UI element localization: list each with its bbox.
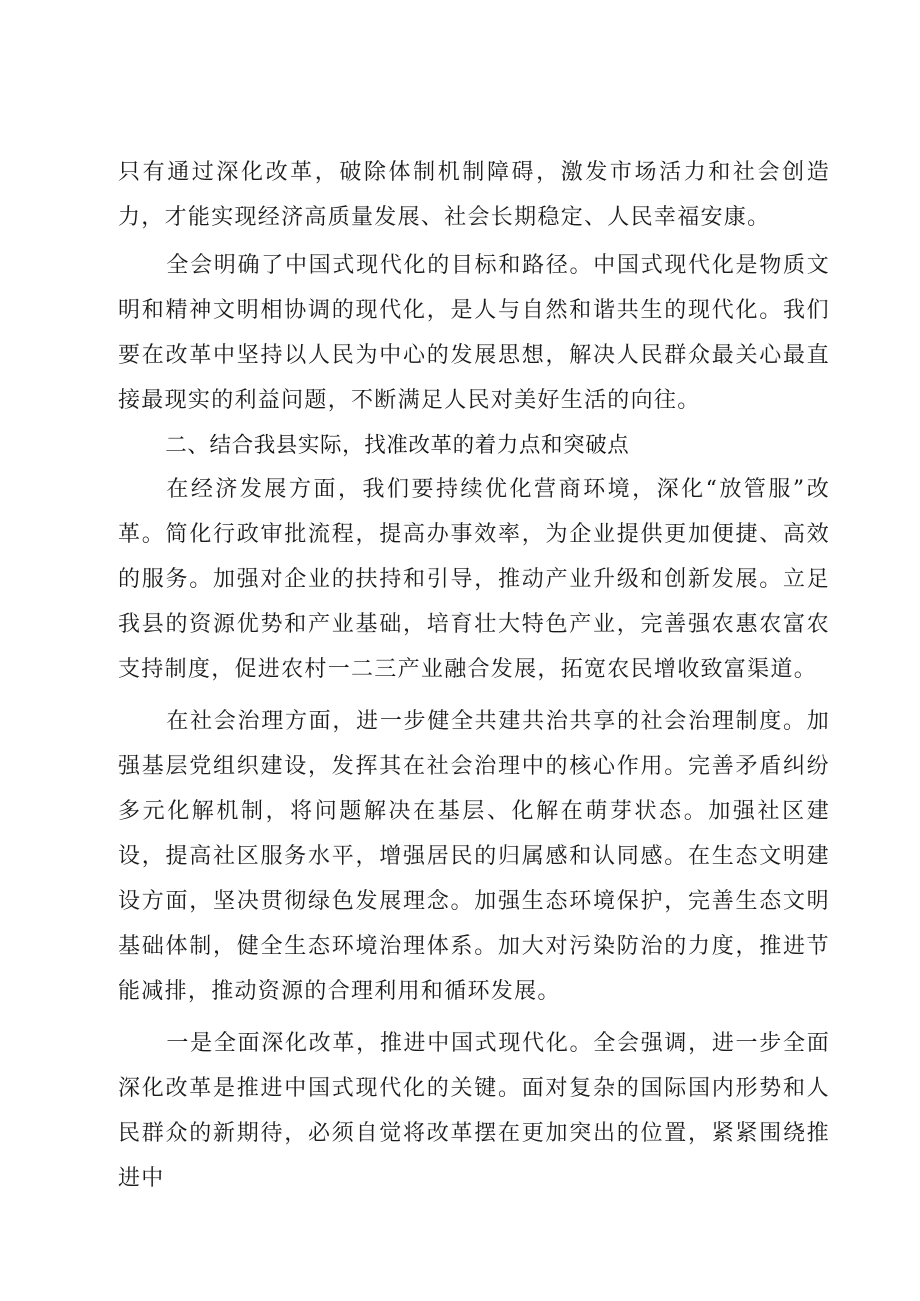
paragraph-modernization-goals: 全会明确了中国式现代化的目标和路径。中国式现代化是物质文明和精神文明相协调的现代化，是人与自然和谐共生的现代化。我们要在改革中坚持以人民为中心的发展思想，解决人民群众最关心最直接最现实的利益问题，不断满足人民对美好生活的向往。 [118,253,830,413]
paragraph-social-governance: 在社会治理方面，进一步健全共建共治共享的社会治理制度。加强基层党组织建设，发挥其在社会治理中的核心作用。完善矛盾纠纷多元化解机制，将问题解决在基层、化解在萌芽状态。加强社区建设，提高社区服务水平，增强居民的归属感和认同感。在生态文明建设方面，坚决贯彻绿色发展理念。加强生态环境保护，完善生态文明基础体制，健全生态环境治理体系。加大对污染防治的力度，推进节能减排，推动资源的合理利用和循环发展。 [118,709,830,1004]
section-heading-two: 二、结合我县实际，找准改革的着力点和突破点 [165,433,630,458]
paragraph-continuation: 只有通过深化改革，破除体制机制障碍，激发市场活力和社会创造力，才能实现经济高质量发展、社会长期稳定、人民幸福安康。 [118,160,830,230]
paragraph-deepen-reform: 一是全面深化改革，推进中国式现代化。全会强调，进一步全面深化改革是推进中国式现代化的关键。面对复杂的国际国内形势和人民群众的新期待，必须自觉将改革摆在更加突出的位置，紧紧围绕推进中 [118,1031,830,1191]
paragraph-economic-development: 在经济发展方面，我们要持续优化营商环境，深化“放管服”改革。简化行政审批流程，提高办事效率，为企业提供更加便捷、高效的服务。加强对企业的扶持和引导，推动产业升级和创新发展。立足我县的资源优势和产业基础，培育壮大特色产业，完善强农惠农富农支持制度，促进农村一二三产业融合发展，拓宽农民增收致富渠道。 [118,477,830,682]
document-body [118,150,830,1201]
